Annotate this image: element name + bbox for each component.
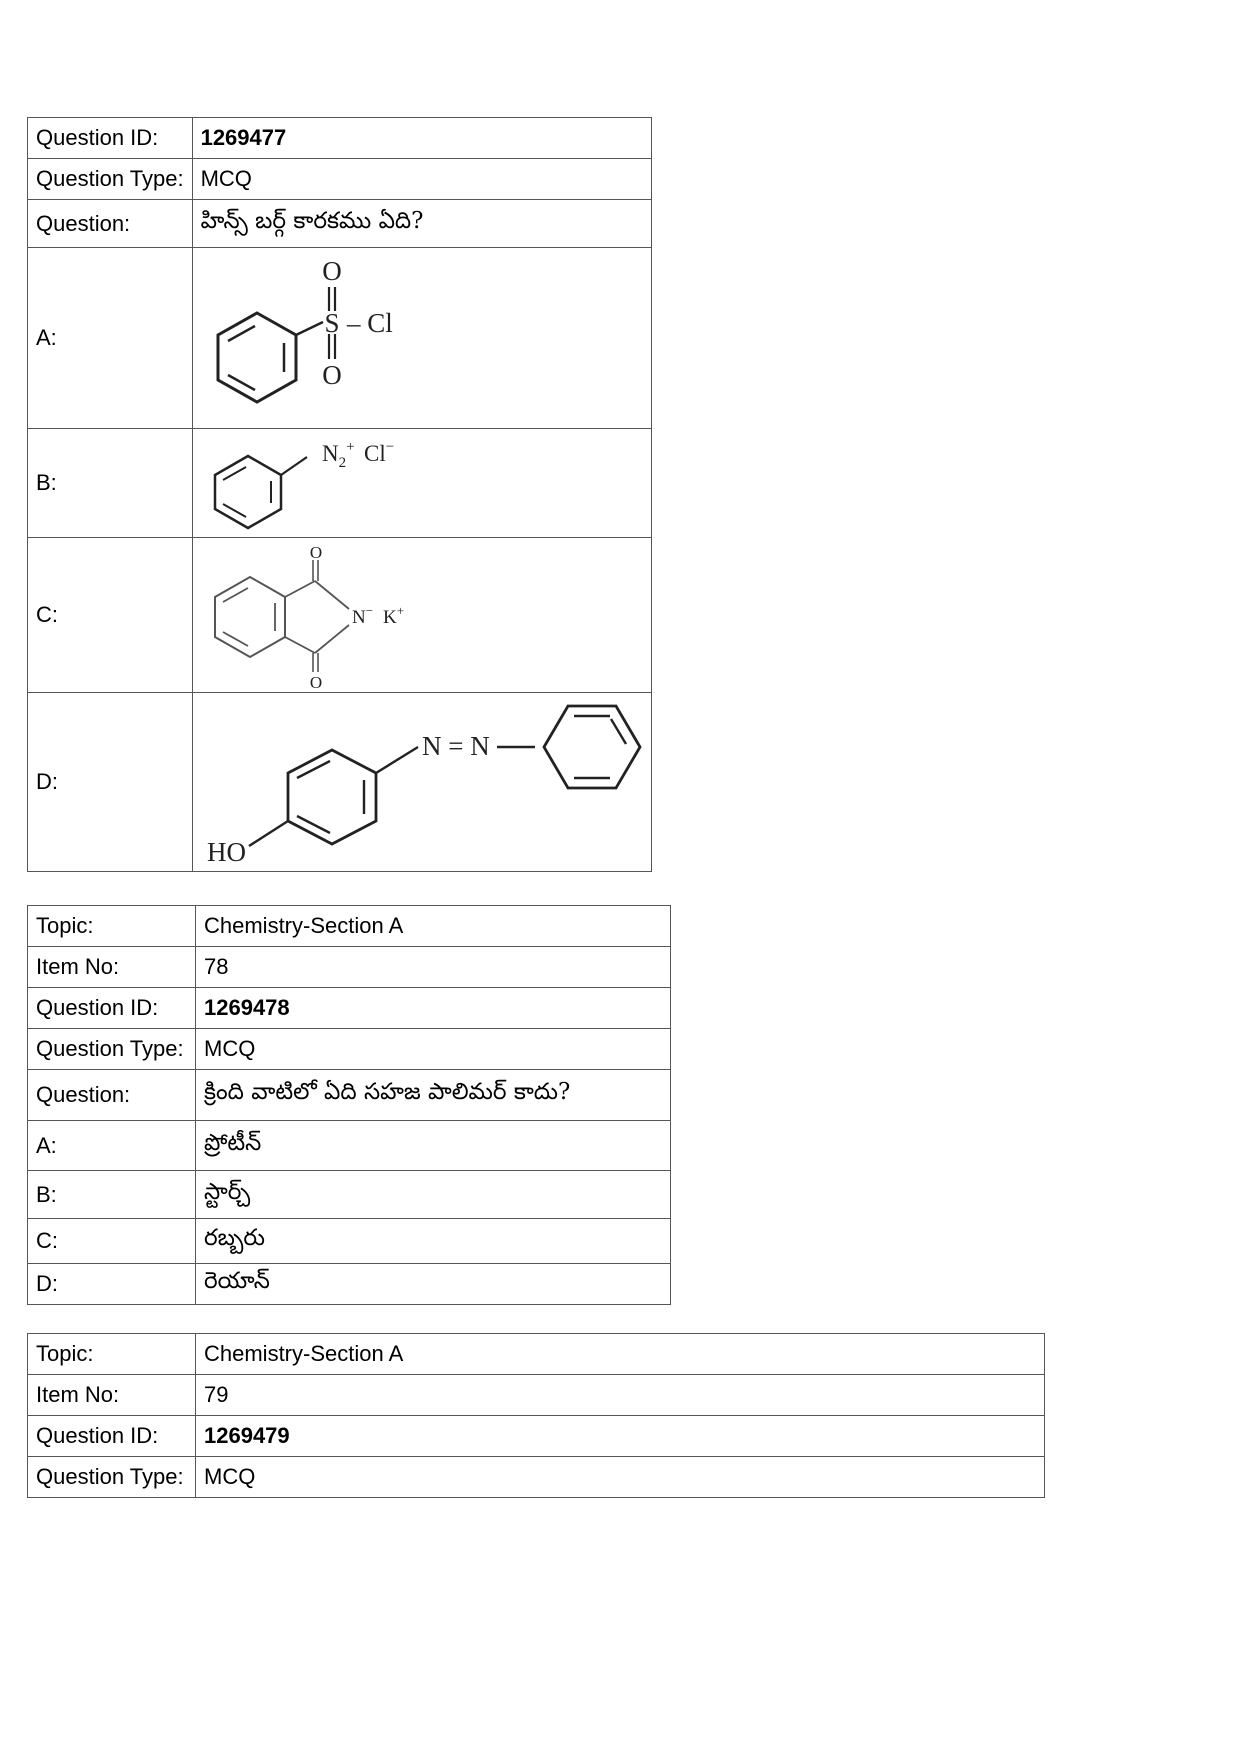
- table-row: [28, 1171, 671, 1219]
- item-no-label: Item No:: [28, 947, 196, 988]
- option-c-text: రబ్బరు: [196, 1219, 671, 1264]
- table-row: [28, 947, 671, 988]
- table-row: [28, 1219, 671, 1264]
- chloride-ion: Cl−: [363, 438, 394, 466]
- question-type-label: Question Type:: [28, 1457, 196, 1498]
- option-b-structure: [192, 429, 651, 538]
- table-row: [28, 248, 652, 429]
- option-a-structure: [192, 248, 651, 429]
- table-row: [28, 1264, 671, 1305]
- question-id-label: Question ID:: [28, 118, 193, 159]
- item-no-value: 79: [196, 1375, 1045, 1416]
- option-d-text: రెయాన్: [196, 1264, 671, 1305]
- topic-label: Topic:: [28, 906, 196, 947]
- table-row: [28, 988, 671, 1029]
- question-table-1269477: [27, 117, 652, 872]
- topic-label: Topic:: [28, 1334, 196, 1375]
- question-id-label: Question ID:: [28, 988, 196, 1029]
- question-type-value: MCQ: [196, 1029, 671, 1070]
- chlorine-atom: – Cl: [346, 307, 393, 338]
- sulfur-atom: S: [324, 307, 340, 338]
- option-a-label: A:: [28, 1121, 196, 1171]
- table-row: [28, 159, 652, 200]
- question-table-1269479: [27, 1333, 1045, 1498]
- hydroxyl-group: HO: [206, 836, 246, 867]
- p-hydroxyazobenzene-structure: [201, 694, 643, 871]
- question-type-label: Question Type:: [28, 159, 193, 200]
- option-d-structure: [192, 693, 651, 872]
- question-text: క్రింది వాటిలో ఏది సహజ పాలిమర్ కాదు?: [196, 1070, 671, 1121]
- option-b-label: B:: [28, 1171, 196, 1219]
- option-c-label: C:: [28, 1219, 196, 1264]
- topic-value: Chemistry-Section A: [196, 906, 671, 947]
- question-id-label: Question ID:: [28, 1416, 196, 1457]
- option-b-text: స్టార్చ్: [196, 1171, 671, 1219]
- oxygen-top: O: [309, 542, 322, 562]
- option-a-label: A:: [28, 248, 193, 429]
- table-row: [28, 1121, 671, 1171]
- table-row: [28, 118, 652, 159]
- table-row: [28, 1416, 1045, 1457]
- benzenesulfonyl-chloride-structure: [201, 249, 643, 428]
- option-c-structure: [192, 538, 651, 693]
- potassium-phthalimide-structure: [201, 539, 643, 692]
- table-row: [28, 1334, 1045, 1375]
- item-no-value: 78: [196, 947, 671, 988]
- benzenediazonium-chloride-structure: [201, 430, 643, 537]
- question-type-value: MCQ: [192, 159, 651, 200]
- question-type-value: MCQ: [196, 1457, 1045, 1498]
- oxygen-top: O: [321, 255, 342, 286]
- question-id-value: 1269477: [192, 118, 651, 159]
- option-d-label: D:: [28, 693, 193, 872]
- table-row: [28, 1375, 1045, 1416]
- table-row: [28, 429, 652, 538]
- question-id-value: 1269479: [196, 1416, 1045, 1457]
- question-table-1269478: [27, 905, 671, 1305]
- potassium-ion: K+: [382, 602, 404, 628]
- topic-value: Chemistry-Section A: [196, 1334, 1045, 1375]
- oxygen-bottom: O: [309, 672, 322, 692]
- option-d-label: D:: [28, 1264, 196, 1305]
- question-id-value: 1269478: [196, 988, 671, 1029]
- question-label: Question:: [28, 1070, 196, 1121]
- option-c-label: C:: [28, 538, 193, 693]
- question-type-label: Question Type:: [28, 1029, 196, 1070]
- table-row: [28, 200, 652, 248]
- nitrogen-anion: N−: [351, 602, 373, 628]
- table-row: [28, 1457, 1045, 1498]
- item-no-label: Item No:: [28, 1375, 196, 1416]
- oxygen-bottom: O: [321, 359, 342, 390]
- option-a-text: ప్రోటీన్: [196, 1121, 671, 1171]
- question-label: Question:: [28, 200, 193, 248]
- azo-group: N = N: [421, 730, 490, 761]
- table-row: [28, 693, 652, 872]
- table-row: [28, 1029, 671, 1070]
- table-row: [28, 1070, 671, 1121]
- table-row: [28, 538, 652, 693]
- table-row: [28, 906, 671, 947]
- option-b-label: B:: [28, 429, 193, 538]
- nitrogen-atom: $N_2^+$: [321, 438, 355, 471]
- question-text: హిన్స్ బర్గ్ కారకము ఏది?: [192, 200, 651, 248]
